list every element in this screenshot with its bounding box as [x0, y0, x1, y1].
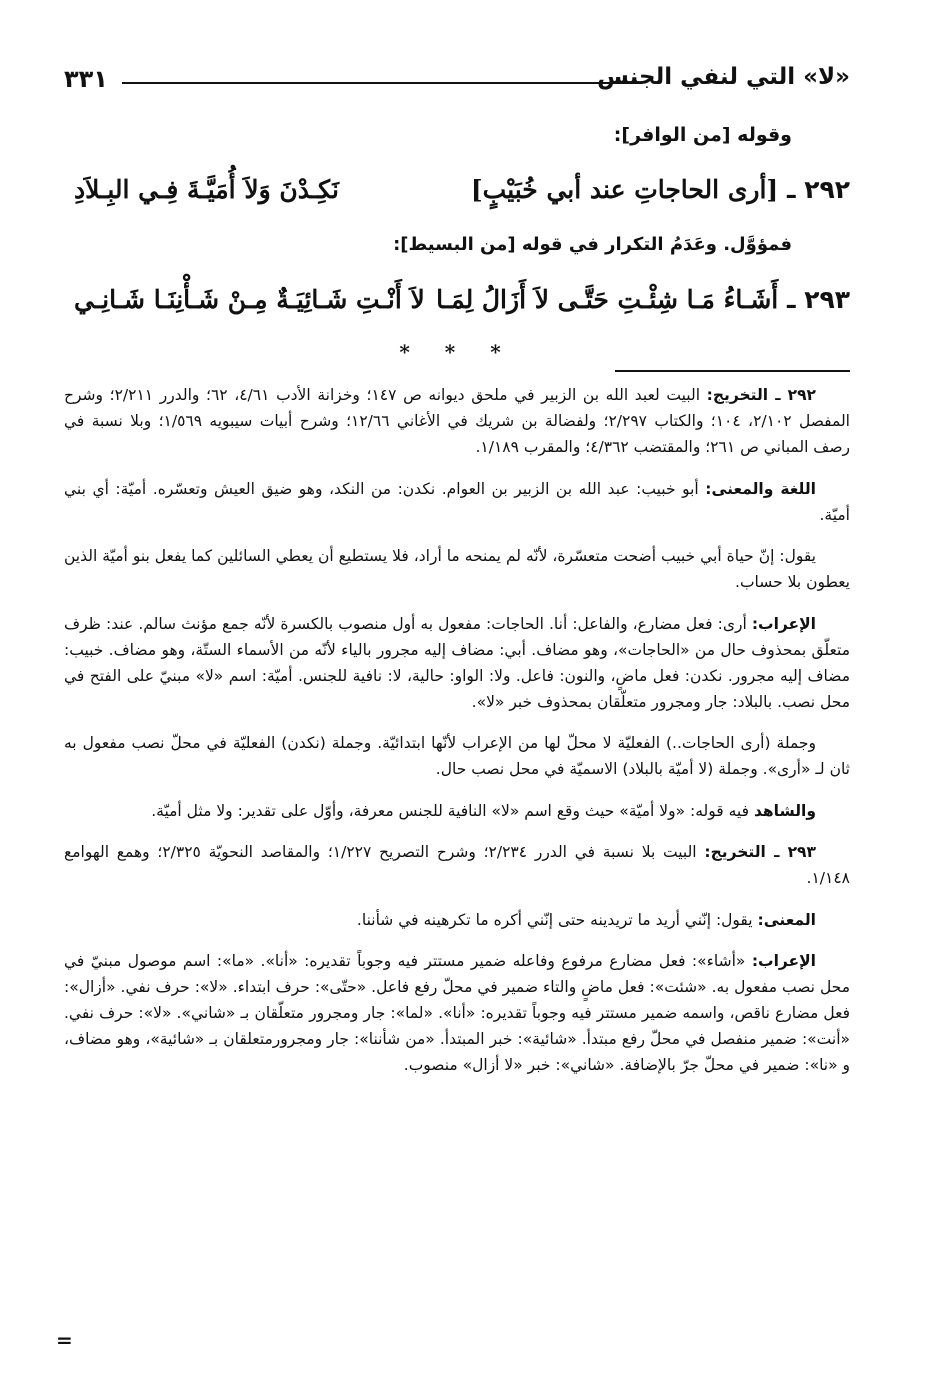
- verse-293-number: ٢٩٣ ـ: [786, 285, 850, 314]
- footnote-text: أبو خبيب: عبد الله بن الزبير بن العوام. نكدن: من النكد، وهو ضيق العيش وتعسّره. أميّة: أي بني أميّة.: [64, 479, 850, 524]
- footnote-rule: [615, 370, 850, 372]
- footnote-text: «أشاء»: فعل مضارع مرفوع وفاعله ضمير مستتر فيه وجوباً تقديره: «أنا». «ما»: اسم موصول مبنيّ في محل نصب مفعول به. «شئت»: فعل ماضٍ والتاء ضمير في محلّ رفع فاعل. «حتّى»: حرف ابتداء. «لا»: حرف نفي. «أزال»: فعل مضارع ناقص، واسمه ضمير مستتر فيه وجوباً تقديره: «أنا». «لما»: جار ومجرور متعلّقان بـ «شاني». «لا»: حرف نفي. «أنت»: ضمير منفصل في محلّ رفع مبتدأ. «شائية»: خبر المبتدأ. «من شأننا»: جار ومجرورمتعلقان بـ «شائية»، وهو مضاف، و «نا»: ضمير في محلّ جرّ بالإضافة. «شاني»: خبر «لا أزال» منصوب.: [64, 952, 850, 1074]
- footnote-lead: والشاهد: [753, 801, 816, 820]
- footnote-lead: اللغة والمعنى:: [705, 479, 816, 498]
- verse-293-first-hemistich: [436, 278, 850, 322]
- running-header: [64, 58, 850, 98]
- footnote-text: فيه قوله: «ولا أميّة» حيث وقع اسم «لا» النافية للجنس معرفة، وأوّل على تقدير: ولا مثل أميّة.: [151, 801, 754, 820]
- footnote-lead: الإعراب:: [751, 614, 816, 633]
- verse-293-second-hemistich: لاَ أَنْـتِ شَـائِيَـةٌ مِـنْ شَـأْنِنَـا شَـانِـي: [74, 285, 425, 314]
- footnote-293-meaning: [64, 907, 850, 933]
- continuation-mark: =: [56, 1328, 73, 1352]
- footnote-text: البيت لعبد الله بن الزبير في ملحق ديوانه ص ١٤٧؛ وخزانة الأدب ٤/٦١، ٦٢؛ والدرر ٢/٢١١؛ وشرح المفصل ٢/١٠٢، ١٠٤؛ والكتاب ٢/٢٩٧؛ ولفضالة بن شريك في الأغاني ١٢/٦٦؛ وشرح أبيات سيبويه ١/٥٦٩؛ وبلا نسبة في رصف المباني ص ٢٦١؛ والمقتضب ٤/٣٦٢؛ والمقرب ١/١٨٩.: [64, 386, 850, 456]
- footnote-293-parsing: [64, 948, 850, 1078]
- footnote-text: أرى: فعل مضارع، والفاعل: أنا. الحاجات: مفعول به أول منصوب بالكسرة لأنّه جمع مؤنث سالم. عند: ظرف متعلّق بمحذوف حال من «الحاجات»، وهو مضاف. أبي: مضاف إليه مجرور بالياء لأنّه من الأسماء الستّة، وهو مضاف. خبيب: مضاف إليه مجرور. نكدن: فعل ماضٍ، والنون: فاعل. ولا: الواو: حالية، لا: نافية للجنس. أميّة: اسم «لا» مبنيّ على الفتح في محل نصب. بالبلاد: جار ومجرور متعلّقان بمحذوف خبر «لا».: [64, 614, 850, 711]
- verse-292: [64, 168, 850, 212]
- chapter-title: «لا» التي لنفي الجنس: [597, 64, 850, 90]
- verse-293-first-text: أَشَـاءُ مَـا شِئْـتِ حَتَّـى لاَ أَزَالُ لِمَـا: [436, 285, 779, 314]
- verse-intro: وقوله [من الوافر]:: [613, 124, 792, 146]
- footnote-text: يقول: إنّني أريد ما تريدينه حتى إنّني أكره ما تكرهينه في شأننا.: [356, 910, 758, 929]
- footnote-lead: ٢٩٣ ـ التخريج:: [704, 843, 816, 861]
- footnote-292-sources: [64, 382, 850, 460]
- verse-comment: فمؤوَّل. وعَدَمُ التكرار في قوله [من البسيط]:: [393, 234, 792, 255]
- footnote-292-sentences: [64, 730, 850, 782]
- verse-292-second-hemistich: نَكِـدْنَ وَلاَ أُمَيَّـةَ فِـي البِـلاَدِ: [74, 175, 339, 204]
- verse-293: [64, 278, 850, 322]
- footnote-lead: المعنى:: [757, 910, 816, 929]
- section-separator: * * *: [399, 340, 515, 364]
- header-rule: [122, 82, 642, 84]
- footnote-text: وجملة (أرى الحاجات..) الفعليّة لا محلّ لها من الإعراب لأنّها ابتدائيّة. وجملة (نكدن) الفعليّة في محلّ نصب مفعول به ثان لـ «أرى». وجملة (لا أميّة بالبلاد) الاسميّة في محل نصب حال.: [64, 734, 850, 778]
- verse-292-first-text: [أرى الحاجاتِ عند أبي خُبَيْبٍ]: [470, 175, 779, 204]
- verse-292-first-hemistich: [471, 168, 850, 212]
- footnote-292-parsing: [64, 611, 850, 715]
- footnote-text: البيت بلا نسبة في الدرر ٢/٢٣٤؛ وشرح التصريح ١/٢٢٧؛ والمقاصد النحويّة ٢/٣٢٥؛ وهمع الهوامع ١/١٤٨.: [64, 843, 850, 887]
- footnote-292-evidence: [64, 798, 850, 824]
- footnote-text: يقول: إنّ حياة أبي خبيب أضحت متعسّرة، لأنّه لم يمنحه ما أراد، فلا يستطيع أن يعطي السائلين كما يفعل بنو أميّة الذين يعطون بلا حساب.: [64, 547, 850, 591]
- footnotes: [64, 382, 850, 1078]
- footnote-lead: ٢٩٢ ـ التخريج:: [706, 386, 817, 404]
- footnote-292-meaning: [64, 476, 850, 528]
- footnote-292-explanation: [64, 543, 850, 595]
- footnote-293-sources: [64, 839, 850, 891]
- page-number: ٣٣١: [64, 65, 108, 93]
- book-page: [64, 58, 850, 1094]
- verse-292-number: ٢٩٢ ـ: [786, 175, 850, 204]
- footnote-lead: الإعراب:: [751, 952, 816, 970]
